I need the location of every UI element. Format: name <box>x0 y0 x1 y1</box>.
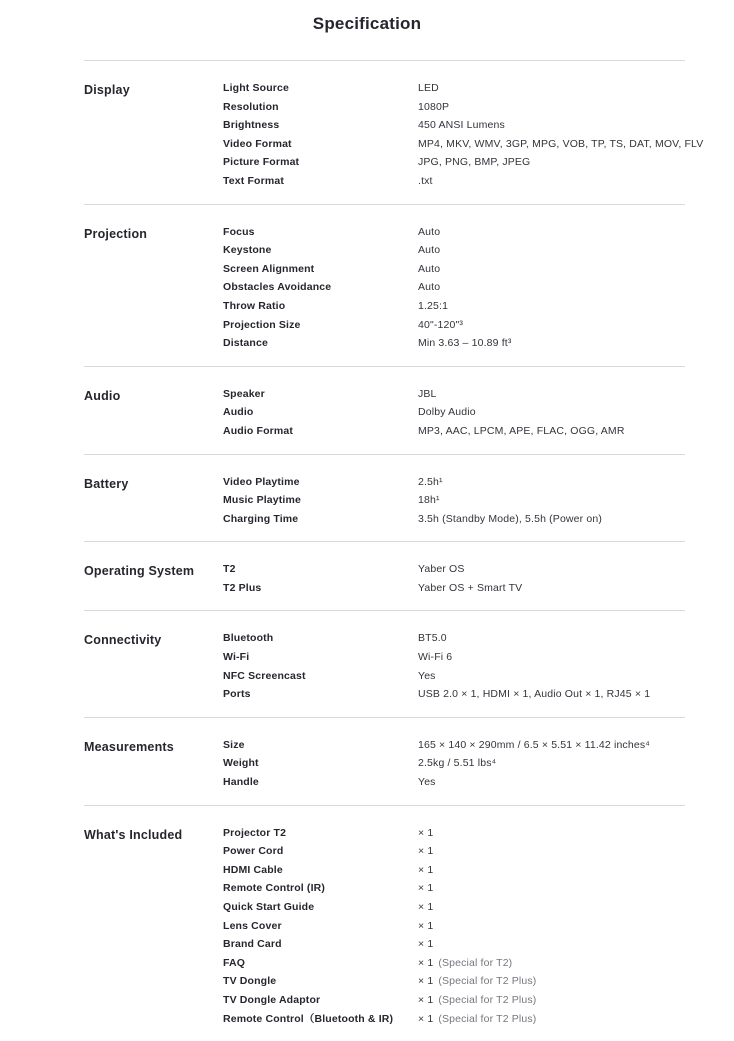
spec-row <box>223 98 703 117</box>
attr-note: (Special for T2 Plus) <box>438 975 537 988</box>
section-label: Battery <box>84 476 129 491</box>
attr-name: Brightness <box>223 119 280 132</box>
attr-value-text: 18h¹ <box>418 494 440 507</box>
attr-value-text: Dolby Audio <box>418 406 476 419</box>
attr-value-text: Yaber OS <box>418 563 465 576</box>
attr-value-text: JBL <box>418 387 437 400</box>
attr-name: Quick Start Guide <box>223 901 315 913</box>
attr-value <box>418 223 685 242</box>
attr-name: Text Format <box>223 174 284 187</box>
spec-section-measurements <box>84 717 685 805</box>
attr-note: (Special for T2 Plus) <box>438 993 537 1006</box>
attr-value-text: .txt <box>418 174 433 187</box>
attr-value <box>418 773 685 792</box>
attr-name: Weight <box>223 757 259 770</box>
attr-value-text: × 1 <box>418 975 434 988</box>
spec-row <box>223 491 685 510</box>
spec-row <box>223 278 685 297</box>
attr-value-text: Yes <box>418 776 436 789</box>
attr-value-text: Wi-Fi 6 <box>418 651 453 664</box>
attr-value-text: LED <box>418 82 439 94</box>
attr-name: Bluetooth <box>223 632 274 645</box>
attr-value <box>418 385 685 404</box>
section-rows <box>223 560 685 597</box>
attr-name: T2 Plus <box>223 581 262 594</box>
spec-row <box>223 579 685 598</box>
attr-value <box>418 135 703 154</box>
attr-value-text: Yes <box>418 669 436 682</box>
attr-name: Video Format <box>223 137 292 150</box>
attr-value <box>418 579 685 598</box>
attr-name: TV Dongle Adaptor <box>223 993 321 1006</box>
attr-name: Wi-Fi <box>223 651 250 664</box>
attr-name: Throw Ratio <box>223 299 286 312</box>
attr-name: Projector T2 <box>223 826 287 839</box>
attr-name: Video Playtime <box>223 475 300 488</box>
spec-row <box>223 260 685 279</box>
spec-section-battery <box>84 454 685 542</box>
spec-row <box>223 629 685 648</box>
attr-value-text: MP4, MKV, WMV, 3GP, MPG, VOB, TP, TS, DAT, MOV, FLV <box>418 137 704 150</box>
spec-table <box>84 60 704 1041</box>
spec-row <box>223 648 685 667</box>
attr-name: Handle <box>223 776 259 789</box>
attr-value-text: Min 3.63 – 10.89 ft³ <box>418 337 512 350</box>
spec-section-operating-system <box>84 541 685 610</box>
spec-row <box>223 135 703 154</box>
spec-row <box>223 153 703 172</box>
attr-value-text: 2.5h¹ <box>418 475 443 488</box>
attr-value <box>418 898 685 917</box>
attr-note: (Special for T2 Plus) <box>438 1012 537 1025</box>
attr-value <box>418 685 685 704</box>
section-label: Display <box>84 83 130 97</box>
spec-row <box>223 116 703 135</box>
attr-name: Screen Alignment <box>223 262 315 275</box>
attr-value-text: 165 × 140 × 290mm / 6.5 × 5.51 × 11.42 inches⁴ <box>418 738 650 751</box>
spec-row <box>223 560 685 579</box>
attr-value-text: × 1 <box>418 845 434 858</box>
attr-value-text: Auto <box>418 281 441 294</box>
attr-value-text: × 1 <box>418 863 434 876</box>
attr-value-text: × 1 <box>418 993 434 1006</box>
spec-row <box>223 385 685 404</box>
attr-value-text: BT5.0 <box>418 632 447 645</box>
attr-value <box>418 560 685 579</box>
section-label: Audio <box>84 388 121 403</box>
spec-section-what-s-included <box>84 805 685 1041</box>
attr-value-text: × 1 <box>418 919 434 932</box>
attr-name: Lens Cover <box>223 919 282 932</box>
attr-value-text: × 1 <box>418 1012 434 1025</box>
spec-row <box>223 754 685 773</box>
section-label: What's Included <box>84 827 183 842</box>
section-rows <box>223 824 685 1029</box>
attr-name: Power Cord <box>223 845 284 858</box>
spec-row <box>223 403 685 422</box>
attr-name: Distance <box>223 337 268 350</box>
attr-value <box>418 116 703 135</box>
attr-value <box>418 403 685 422</box>
spec-section-projection <box>84 204 685 366</box>
attr-value <box>418 473 685 492</box>
attr-value <box>418 861 685 880</box>
attr-value <box>418 510 685 529</box>
spec-section-audio <box>84 366 685 454</box>
attr-name: Remote Control（Bluetooth & IR) <box>223 1012 394 1025</box>
spec-row <box>223 773 685 792</box>
attr-value-text: Auto <box>418 262 441 275</box>
attr-value-text: × 1 <box>418 882 434 895</box>
attr-value <box>418 824 685 843</box>
spec-row <box>223 1010 685 1029</box>
attr-value <box>418 754 685 773</box>
spec-row <box>223 473 685 492</box>
attr-value-text: × 1 <box>418 901 434 913</box>
attr-value-text: Yaber OS + Smart TV <box>418 581 523 594</box>
attr-name: Music Playtime <box>223 494 301 507</box>
attr-value <box>418 316 685 335</box>
spec-row <box>223 824 685 843</box>
spec-row <box>223 422 685 441</box>
attr-value <box>418 260 685 279</box>
attr-name: Size <box>223 738 245 751</box>
attr-value <box>418 954 685 973</box>
section-label: Measurements <box>84 739 174 754</box>
attr-value <box>418 842 685 861</box>
spec-row <box>223 241 685 260</box>
attr-value-text: Auto <box>418 225 441 238</box>
attr-name: Brand Card <box>223 938 282 951</box>
attr-value <box>418 278 685 297</box>
spec-row <box>223 297 685 316</box>
spec-row <box>223 972 685 991</box>
attr-value-text: 2.5kg / 5.51 lbs⁴ <box>418 757 497 770</box>
spec-row <box>223 991 685 1010</box>
attr-value-text: × 1 <box>418 938 434 951</box>
attr-value-text: MP3, AAC, LPCM, APE, FLAC, OGG, AMR <box>418 424 625 437</box>
spec-row <box>223 954 685 973</box>
attr-name: Keystone <box>223 244 272 257</box>
spec-row <box>223 334 685 353</box>
section-label: Connectivity <box>84 633 162 648</box>
attr-value <box>418 629 685 648</box>
attr-value <box>418 79 703 98</box>
attr-value-text: × 1 <box>418 956 434 969</box>
attr-value <box>418 334 685 353</box>
attr-name: Charging Time <box>223 512 299 525</box>
spec-row <box>223 861 685 880</box>
attr-name: Remote Control (IR) <box>223 882 326 895</box>
spec-row <box>223 667 685 686</box>
spec-row <box>223 172 703 191</box>
attr-name: Projection Size <box>223 318 301 331</box>
attr-name: Audio Format <box>223 424 294 437</box>
attr-value <box>418 879 685 898</box>
attr-note: (Special for T2) <box>438 956 513 969</box>
attr-value <box>418 667 685 686</box>
attr-value <box>418 491 685 510</box>
spec-row <box>223 316 685 335</box>
section-rows <box>223 79 703 191</box>
attr-name: TV Dongle <box>223 975 277 988</box>
attr-value <box>418 935 685 954</box>
attr-value <box>418 241 685 260</box>
attr-value <box>418 917 685 936</box>
attr-value <box>418 736 685 755</box>
attr-name: HDMI Cable <box>223 863 283 876</box>
attr-name: Ports <box>223 688 251 701</box>
spec-row <box>223 223 685 242</box>
attr-name: NFC Screencast <box>223 669 306 682</box>
attr-value-text: USB 2.0 × 1, HDMI × 1, Audio Out × 1, RJ45 × 1 <box>418 688 651 701</box>
attr-value-text: 3.5h (Standby Mode), 5.5h (Power on) <box>418 512 602 525</box>
section-label: Operating System <box>84 564 195 579</box>
section-rows <box>223 223 685 353</box>
attr-value-text: JPG, PNG, BMP, JPEG <box>418 156 531 169</box>
attr-value-text: 450 ANSI Lumens <box>418 119 505 132</box>
attr-value <box>418 422 685 441</box>
attr-value <box>418 172 703 191</box>
section-rows <box>223 385 685 441</box>
spec-section-connectivity <box>84 610 685 716</box>
page-title: Specification <box>312 14 422 33</box>
spec-section-display <box>84 60 704 204</box>
attr-name: Obstacles Avoidance <box>223 281 332 294</box>
attr-value-text: 1080P <box>418 100 450 113</box>
attr-name: Light Source <box>223 82 289 94</box>
attr-value <box>418 972 685 991</box>
attr-name: Speaker <box>223 387 265 400</box>
spec-row <box>223 898 685 917</box>
attr-name: Picture Format <box>223 156 300 169</box>
attr-value-text: × 1 <box>418 826 434 839</box>
attr-value <box>418 153 703 172</box>
attr-name: Resolution <box>223 100 279 113</box>
attr-value <box>418 648 685 667</box>
attr-name: Audio <box>223 406 254 419</box>
attr-name: FAQ <box>223 956 246 969</box>
spec-row <box>223 685 685 704</box>
spec-row <box>223 79 703 98</box>
section-rows <box>223 629 685 703</box>
attr-value-text: 1.25:1 <box>418 299 449 312</box>
attr-value <box>418 98 703 117</box>
attr-value-text: 40"-120"³ <box>418 318 463 331</box>
spec-row <box>223 917 685 936</box>
spec-row <box>223 935 685 954</box>
section-rows <box>223 473 685 529</box>
section-label: Projection <box>84 226 148 241</box>
spec-row <box>223 879 685 898</box>
attr-value <box>418 1010 685 1029</box>
attr-name: Focus <box>223 225 255 238</box>
spec-row <box>223 736 685 755</box>
spec-row <box>223 510 685 529</box>
attr-value <box>418 991 685 1010</box>
attr-name: T2 <box>223 563 236 576</box>
attr-value <box>418 297 685 316</box>
section-rows <box>223 736 685 792</box>
spec-row <box>223 842 685 861</box>
attr-value-text: Auto <box>418 244 441 257</box>
